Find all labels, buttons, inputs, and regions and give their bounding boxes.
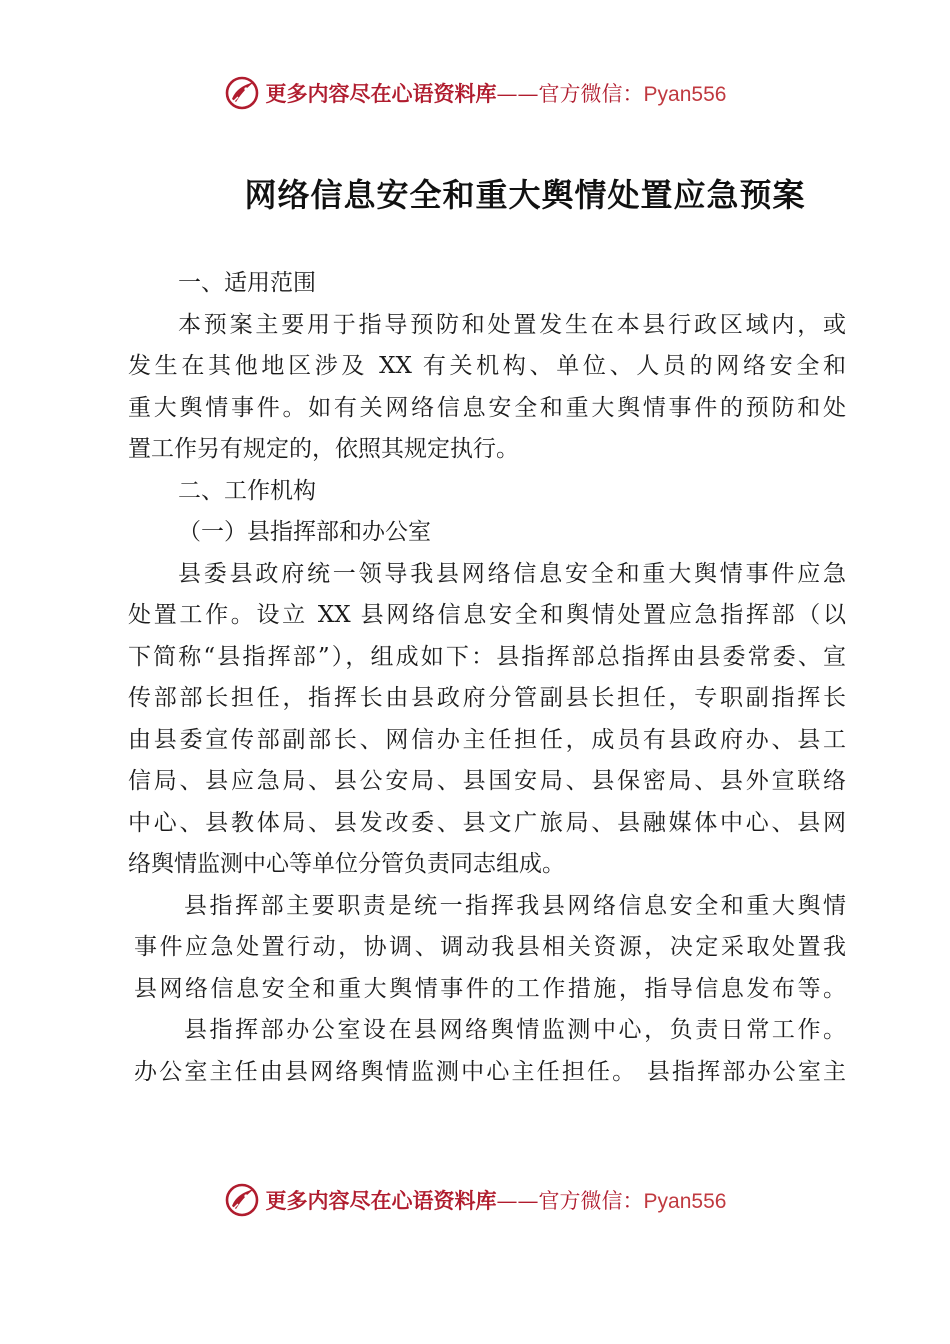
banner-separator: —— bbox=[496, 82, 539, 106]
banner-separator: —— bbox=[496, 1189, 539, 1213]
pen-logo-icon bbox=[224, 1182, 260, 1218]
section-heading: 二、工作机构 bbox=[178, 477, 316, 504]
banner-content bbox=[224, 75, 727, 111]
paragraph-line: 处置工作。设立 XX 县网络信息安全和舆情处置应急指挥部（以 bbox=[128, 602, 846, 628]
paragraph-line: 发生在其他地区涉及 XX 有关机构、单位、人员的网络安全和 bbox=[128, 353, 846, 379]
paragraph-line: 事件应急处置行动，协调、调动我县相关资源，决定采取处置我 bbox=[134, 934, 846, 960]
footer-banner bbox=[0, 1178, 950, 1222]
banner-wechat-id: Pyan556 bbox=[643, 83, 727, 106]
banner-highlight: 更多内容尽在心语资料库 bbox=[265, 1188, 497, 1213]
header-banner bbox=[0, 71, 950, 115]
paragraph-line: 办公室主任由县网络舆情监测中心主任担任。 县指挥部办公室主 bbox=[134, 1058, 846, 1085]
paragraph-line: 县指挥部办公室设在县网络舆情监测中心，负责日常工作。 bbox=[184, 1017, 846, 1043]
paragraph-line: 置工作另有规定的，依照其规定执行。 bbox=[128, 436, 519, 462]
paragraph-line: 本预案主要用于指导预防和处置发生在本县行政区域内，或 bbox=[178, 311, 846, 338]
paragraph-line: 县委县政府统一领导我县网络信息安全和重大舆情事件应急 bbox=[178, 560, 846, 587]
banner-wechat-id: Pyan556 bbox=[643, 1190, 727, 1213]
paragraph-line: 信局、县应急局、县公安局、县国安局、县保密局、县外宣联络 bbox=[128, 768, 846, 794]
banner-label: 官方微信： bbox=[538, 82, 644, 106]
banner-highlight: 更多内容尽在心语资料库 bbox=[265, 81, 497, 106]
document-title: 网络信息安全和重大舆情处置应急预案 bbox=[244, 176, 806, 214]
paragraph-line: 络舆情监测中心等单位分管负责同志组成。 bbox=[128, 851, 565, 877]
paragraph-line: 下简称“县指挥部”），组成如下：县指挥部总指挥由县委常委、宣 bbox=[128, 643, 846, 670]
pen-logo-icon bbox=[224, 75, 260, 111]
paragraph-line: 重大舆情事件。如有关网络信息安全和重大舆情事件的预防和处 bbox=[128, 394, 846, 421]
banner-text bbox=[266, 78, 727, 108]
paragraph-line: 由县委宣传部副部长、网信办主任担任，成员有县政府办、县工 bbox=[128, 726, 846, 753]
section-heading: 一、适用范围 bbox=[178, 270, 316, 296]
banner-content bbox=[224, 1182, 727, 1218]
subsection-heading: （一）县指挥部和办公室 bbox=[178, 519, 431, 545]
paragraph-line: 中心、县教体局、县发改委、县文广旅局、县融媒体中心、县网 bbox=[128, 809, 846, 836]
paragraph-line: 传部部长担任，指挥长由县政府分管副县长担任，专职副指挥长 bbox=[128, 685, 846, 711]
banner-text bbox=[266, 1185, 727, 1215]
paragraph-line: 县网络信息安全和重大舆情事件的工作措施，指导信息发布等。 bbox=[134, 975, 846, 1002]
paragraph-line: 县指挥部主要职责是统一指挥我县网络信息安全和重大舆情 bbox=[184, 892, 846, 919]
banner-label: 官方微信： bbox=[538, 1189, 644, 1213]
document-body bbox=[128, 263, 846, 1093]
